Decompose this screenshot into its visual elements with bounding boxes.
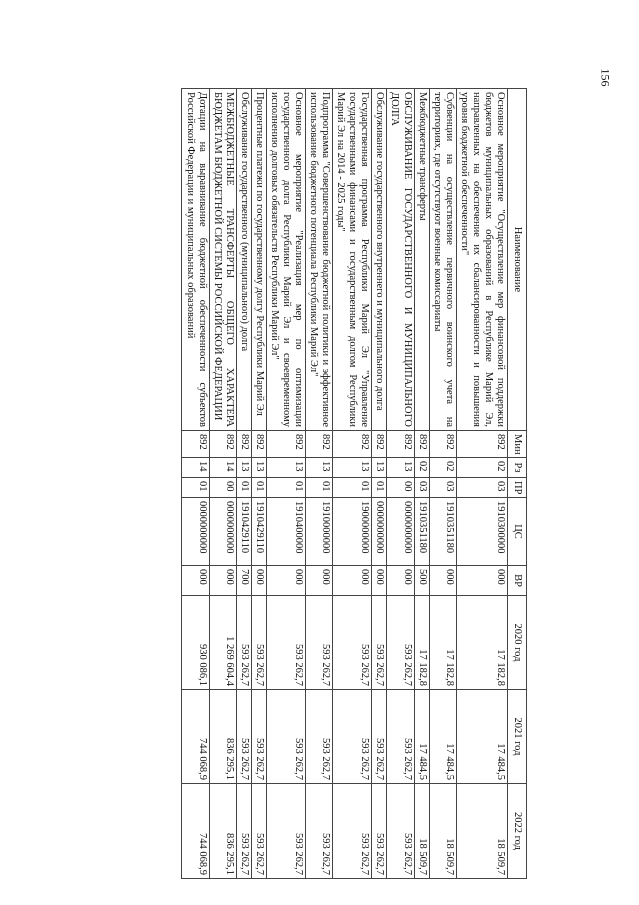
cell-min: 892 [414, 431, 429, 458]
header-2021: 2021 год [508, 690, 527, 784]
table-row [456, 89, 507, 879]
cell-y2020: 593 262,7 [236, 596, 251, 690]
table-row [182, 89, 209, 879]
cell-rz: 13 [333, 458, 372, 478]
table-row [306, 89, 333, 879]
cell-name: Межбюджетные трансферты [414, 89, 429, 431]
cell-min: 892 [251, 431, 266, 458]
cell-pr: 01 [333, 478, 372, 498]
table-row [251, 89, 266, 879]
cell-y2022: 593 262,7 [236, 784, 251, 879]
cell-cs: 1910351180 [429, 498, 456, 566]
table-row [209, 89, 236, 879]
cell-y2022: 593 262,7 [266, 784, 305, 879]
cell-min: 892 [209, 431, 236, 458]
cell-y2022: 593 262,7 [306, 784, 333, 879]
cell-y2021: 17 484,5 [456, 690, 507, 784]
cell-y2020: 593 262,7 [266, 596, 305, 690]
cell-y2020: 17 182,8 [429, 596, 456, 690]
header-2020: 2020 год [508, 596, 527, 690]
cell-y2022: 593 262,7 [387, 784, 414, 879]
cell-pr: 03 [414, 478, 429, 498]
cell-cs: 0000000000 [387, 498, 414, 566]
cell-y2022: 744 068,9 [182, 784, 209, 879]
cell-vr: 000 [456, 566, 507, 596]
cell-name: Государственная программа Республики Марий Эл "Управление государственными финансами и государственным долгом Республики Марий Эл на 2014 - 2025 годы" [333, 89, 372, 431]
table-row [387, 89, 414, 879]
cell-min: 892 [266, 431, 305, 458]
cell-cs: 0000000000 [209, 498, 236, 566]
cell-y2020: 930 086,1 [182, 596, 209, 690]
cell-y2021: 17 484,5 [414, 690, 429, 784]
cell-pr: 01 [251, 478, 266, 498]
cell-y2022: 836 295,1 [209, 784, 236, 879]
cell-rz: 14 [209, 458, 236, 478]
cell-min: 892 [306, 431, 333, 458]
cell-cs: 1900000000 [333, 498, 372, 566]
cell-rz: 14 [182, 458, 209, 478]
cell-pr: 01 [236, 478, 251, 498]
cell-y2021: 836 295,1 [209, 690, 236, 784]
cell-rz: 02 [414, 458, 429, 478]
cell-cs: 1910300000 [456, 498, 507, 566]
cell-rz: 13 [306, 458, 333, 478]
cell-rz: 13 [372, 458, 387, 478]
cell-y2021: 17 484,5 [429, 690, 456, 784]
cell-vr: 000 [387, 566, 414, 596]
cell-y2022: 18 509,7 [414, 784, 429, 879]
cell-y2022: 593 262,7 [333, 784, 372, 879]
rotated-table-container [75, 88, 527, 878]
table-row [414, 89, 429, 879]
header-min: Мин [508, 431, 527, 458]
cell-pr: 01 [306, 478, 333, 498]
cell-min: 892 [429, 431, 456, 458]
cell-min: 892 [456, 431, 507, 458]
cell-cs: 1910429110 [251, 498, 266, 566]
cell-y2021: 593 262,7 [372, 690, 387, 784]
cell-y2020: 593 262,7 [333, 596, 372, 690]
cell-cs: 1910351180 [414, 498, 429, 566]
cell-vr: 000 [429, 566, 456, 596]
cell-name: Основное мероприятие "Осуществление мер финансовой поддержки бюджетов муниципальных образований в Республике Марий Эл, направленных на обеспечение их сбалансированности и повышения уровня бюджетной обеспеченности" [456, 89, 507, 431]
cell-rz: 13 [266, 458, 305, 478]
cell-cs: 1910429110 [236, 498, 251, 566]
cell-y2021: 593 262,7 [266, 690, 305, 784]
cell-name: Обслуживание государственного (муниципального) долга [236, 89, 251, 431]
cell-name: Обслуживание государственного внутреннего и муниципального долга [372, 89, 387, 431]
cell-pr: 00 [387, 478, 414, 498]
page-number: 156 [598, 68, 613, 87]
cell-cs: 1910400000 [266, 498, 305, 566]
table-row [333, 89, 372, 879]
cell-pr: 03 [429, 478, 456, 498]
cell-name: МЕЖБЮДЖЕТНЫЕ ТРАНСФЕРТЫ ОБЩЕГО ХАРАКТЕРА БЮДЖЕТАМ БЮДЖЕТНОЙ СИСТЕМЫ РОССИЙСКОЙ ФЕДЕРАЦИИ [209, 89, 236, 431]
cell-cs: 0000000000 [182, 498, 209, 566]
cell-y2021: 593 262,7 [387, 690, 414, 784]
cell-name: ОБСЛУЖИВАНИЕ ГОСУДАРСТВЕННОГО И МУНИЦИПАЛЬНОГО ДОЛГА [387, 89, 414, 431]
cell-pr: 01 [372, 478, 387, 498]
cell-name: Дотации на выравнивание бюджетной обеспеченности субъектов Российской Федерации и муниципальных образований [182, 89, 209, 431]
table-row [236, 89, 251, 879]
cell-pr: 01 [182, 478, 209, 498]
table-row [429, 89, 456, 879]
header-pr: ПР [508, 478, 527, 498]
table-header-row [508, 89, 527, 879]
cell-y2020: 593 262,7 [387, 596, 414, 690]
cell-vr: 000 [251, 566, 266, 596]
cell-vr: 000 [266, 566, 305, 596]
cell-vr: 000 [372, 566, 387, 596]
cell-rz: 13 [236, 458, 251, 478]
cell-y2022: 18 509,7 [429, 784, 456, 879]
cell-y2021: 744 068,9 [182, 690, 209, 784]
cell-vr: 700 [236, 566, 251, 596]
cell-pr: 03 [456, 478, 507, 498]
header-name: Наименование [508, 89, 527, 431]
cell-rz: 02 [429, 458, 456, 478]
table-row [266, 89, 305, 879]
header-vr: ВР [508, 566, 527, 596]
cell-y2020: 593 262,7 [306, 596, 333, 690]
cell-name: Основное мероприятие "Реализация мер по оптимизации государственного долга Республики Марий Эл и своевременному исполнению долговых обязательств Республики Марий Эл" [266, 89, 305, 431]
cell-min: 892 [182, 431, 209, 458]
header-2022: 2022 год [508, 784, 527, 879]
cell-name: Процентные платежи по государственному долгу Республики Марий Эл [251, 89, 266, 431]
cell-vr: 500 [414, 566, 429, 596]
cell-y2020: 17 182,8 [414, 596, 429, 690]
cell-min: 892 [333, 431, 372, 458]
cell-y2020: 17 182,8 [456, 596, 507, 690]
cell-rz: 13 [387, 458, 414, 478]
cell-y2021: 593 262,7 [236, 690, 251, 784]
cell-rz: 02 [456, 458, 507, 478]
cell-y2021: 593 262,7 [251, 690, 266, 784]
cell-y2021: 593 262,7 [306, 690, 333, 784]
cell-cs: 1910000000 [306, 498, 333, 566]
cell-y2020: 1 269 604,4 [209, 596, 236, 690]
cell-vr: 000 [306, 566, 333, 596]
cell-vr: 000 [209, 566, 236, 596]
cell-vr: 000 [182, 566, 209, 596]
cell-min: 892 [236, 431, 251, 458]
cell-y2020: 593 262,7 [251, 596, 266, 690]
cell-y2022: 593 262,7 [251, 784, 266, 879]
cell-y2022: 593 262,7 [372, 784, 387, 879]
cell-min: 892 [387, 431, 414, 458]
cell-y2022: 18 509,7 [456, 784, 507, 879]
cell-pr: 00 [209, 478, 236, 498]
cell-pr: 01 [266, 478, 305, 498]
cell-name: Подпрограмма "Совершенствование бюджетной политики и эффективное использование бюджетного потенциала Республики Марий Эл" [306, 89, 333, 431]
cell-name: Субвенции на осуществление первичного воинского учета на территориях, где отсутствуют военные комиссариаты [429, 89, 456, 431]
cell-y2020: 593 262,7 [372, 596, 387, 690]
header-cs: ЦС [508, 498, 527, 566]
cell-min: 892 [372, 431, 387, 458]
cell-y2021: 593 262,7 [333, 690, 372, 784]
budget-table [182, 88, 528, 879]
cell-rz: 13 [251, 458, 266, 478]
header-rz: Рз [508, 458, 527, 478]
cell-vr: 000 [333, 566, 372, 596]
table-row [372, 89, 387, 879]
cell-cs: 0000000000 [372, 498, 387, 566]
